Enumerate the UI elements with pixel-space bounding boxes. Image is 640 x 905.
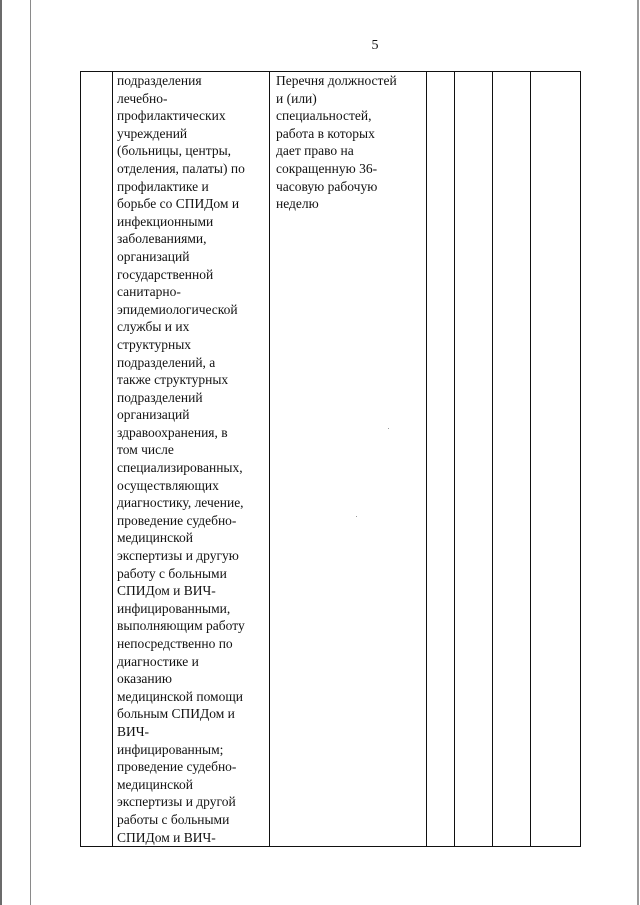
text-line: дает право на bbox=[276, 143, 354, 159]
text-line: медицинской bbox=[117, 776, 193, 792]
scan-edge bbox=[637, 0, 639, 905]
text-line: непосредственно по bbox=[117, 636, 233, 651]
text-line: санитарно- bbox=[117, 284, 181, 300]
text-line: Перечня должностей bbox=[276, 73, 397, 88]
text-line: также структурных bbox=[117, 372, 229, 388]
text-line: осуществляющих bbox=[117, 477, 219, 493]
scan-margin-line bbox=[30, 0, 31, 905]
text-line: диагностику, лечение, bbox=[117, 495, 244, 511]
text-line: здравоохранения, в bbox=[117, 424, 228, 440]
text-line: и (или) bbox=[276, 90, 317, 106]
text-line: специализированных, bbox=[117, 460, 243, 476]
table-row bbox=[81, 72, 581, 847]
text-line: учреждений bbox=[117, 125, 188, 141]
text-line: государственной bbox=[117, 266, 214, 282]
text-line: инфицированными, bbox=[117, 600, 231, 616]
text-line: СПИДом и ВИЧ- bbox=[117, 583, 216, 599]
table-cell-empty bbox=[455, 72, 493, 847]
text-line: профилактических bbox=[117, 108, 226, 124]
reference-text bbox=[270, 72, 426, 213]
text-line: часовую рабочую bbox=[276, 178, 378, 194]
text-line: экспертизы и другой bbox=[117, 794, 236, 810]
text-line: борьбе со СПИДом и bbox=[117, 196, 240, 212]
text-line: подразделения bbox=[117, 73, 202, 88]
text-line: подразделений, а bbox=[117, 354, 216, 370]
text-line: службы и их bbox=[117, 319, 190, 335]
text-line: оказанию bbox=[117, 671, 172, 687]
table-cell-description bbox=[113, 72, 270, 847]
text-line: том числе bbox=[117, 442, 174, 458]
text-line: заболеваниями, bbox=[117, 231, 207, 247]
text-line: работы с больными bbox=[117, 811, 230, 827]
scan-edge bbox=[0, 0, 2, 905]
text-line: медицинской bbox=[117, 530, 193, 546]
text-line: СПИДом и ВИЧ- bbox=[117, 829, 216, 845]
text-line: организаций bbox=[117, 248, 190, 264]
table-cell-reference bbox=[270, 72, 427, 847]
text-line: отделения, палаты) по bbox=[117, 160, 245, 176]
text-line: больным СПИДом и bbox=[117, 706, 235, 722]
text-line: инфекционными bbox=[117, 213, 214, 229]
text-line: экспертизы и другую bbox=[117, 548, 239, 564]
text-line: (больницы, центры, bbox=[117, 143, 232, 159]
page-number: 5 bbox=[371, 38, 379, 53]
text-line: специальностей, bbox=[276, 108, 372, 124]
text-line: проведение судебно- bbox=[117, 512, 237, 528]
text-line: ВИЧ- bbox=[117, 723, 150, 739]
text-line: инфицированным; bbox=[117, 741, 224, 757]
text-line: подразделений bbox=[117, 389, 203, 405]
table-cell-empty bbox=[427, 72, 455, 847]
table-cell-empty bbox=[531, 72, 581, 847]
scan-speck bbox=[388, 428, 389, 429]
text-line: диагностике и bbox=[117, 653, 199, 669]
text-line: организаций bbox=[117, 407, 190, 423]
text-line: эпидемиологической bbox=[117, 301, 238, 317]
table-cell-empty bbox=[81, 72, 113, 847]
text-line: медицинской помощи bbox=[117, 688, 243, 704]
text-line: работу с больными bbox=[117, 565, 227, 581]
scan-speck bbox=[356, 516, 357, 517]
text-line: работа в которых bbox=[276, 125, 375, 141]
text-line: лечебно- bbox=[117, 90, 168, 106]
table-cell-empty bbox=[493, 72, 531, 847]
document-table bbox=[80, 71, 581, 847]
text-line: проведение судебно- bbox=[117, 759, 237, 775]
description-text bbox=[113, 72, 269, 846]
text-line: выполняющим работу bbox=[117, 618, 245, 634]
text-line: неделю bbox=[276, 196, 319, 212]
text-line: профилактике и bbox=[117, 178, 209, 194]
text-line: структурных bbox=[117, 336, 192, 352]
text-line: сокращенную 36- bbox=[276, 160, 378, 176]
